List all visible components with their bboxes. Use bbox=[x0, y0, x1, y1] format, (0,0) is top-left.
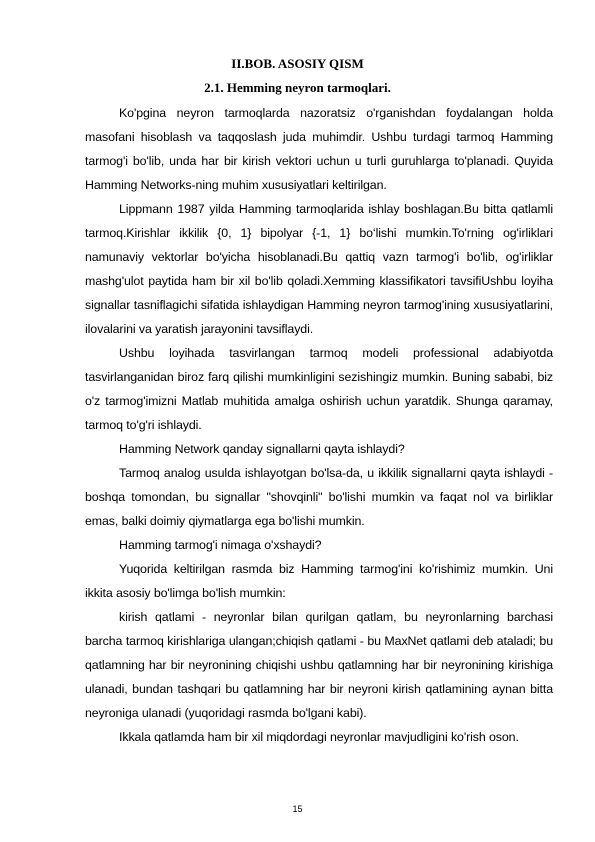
paragraph-figure-reference: Yuqorida keltirilgan rasmda biz Hamming tarmog'ini ko'rishimiz mumkin. Uni ikkita asosiy bo'limga bo'lish mumkin: bbox=[85, 562, 553, 600]
body-text bbox=[85, 101, 553, 749]
paragraph-project-model: Ushbu loyihada tasvirlangan tarmoq modeli professional adabiyotda tasvirlanganidan biroz farq qilishi mumkinligini sezishingiz mumkin. Buning sababi, biz o'z tarmog'imizni Matlab muhitida amalga oshirish uchun yaratdik. Shunga qaramay, tarmoq to'g'ri ishlaydi. bbox=[85, 346, 553, 432]
page-number: 15 bbox=[292, 804, 303, 814]
paragraph-layers: kirish qatlami - neyronlar bilan qurilgan qatlam, bu neyronlarning barchasi barcha tarmoq kirishlariga ulangan;chiqish qatlami - bu MaxNet qatlami deb ataladi; bu qatlamning har bir neyronining chiqishi ushbu qatlamning har bir neyronining kirishiga ulanadi, bundan tashqari bu qatlamning har bir neyroni kirish qatlamining aynan bitta neyroniga ulanadi (yuqoridagi rasmda bo'lgani kabi). bbox=[85, 610, 553, 720]
paragraph-neuron-count: Ikkala qatlamda ham bir xil miqdordagi neyronlar mavjudligini ko'rish oson. bbox=[119, 730, 519, 744]
paragraph-question-structure: Hamming tarmog'i nimaga o'xshaydi? bbox=[119, 538, 322, 552]
paragraph-analog-binary: Tarmoq analog usulda ishlayotgan bo'lsa-da, u ikkilik signallarni qayta ishlaydi - boshqa tomondan, bu signallar "shovqinli" bo'lishi mumkin va faqat nol va birliklar emas, balki doimiy qiymatlarga ega bo'lishi mumkin. bbox=[85, 466, 553, 528]
paragraph-question-signals: Hamming Network qanday signallarni qayta ishlaydi? bbox=[119, 442, 405, 456]
section-title: 2.1. Hemming neyron tarmoqlari. bbox=[204, 80, 391, 95]
paragraph-lippmann: Lippmann 1987 yilda Hamming tarmoqlarida ishlay boshlagan.Bu bitta qatlamli tarmoq.Kirishlar ikkilik {0, 1} bipolyar {-1, 1} bo‘lishi mumkin.To'rning og'irliklari namunaviy vektorlar bo'yicha hisoblanadi.Bu qattiq vazn tarmog'i bo'lib, og'irliklar mashg'ulot paytida ham bir xil bo'lib qoladi.Xemming klassifikatori tavsifiUshbu loyiha signallar tasniflagichi sifatida ishlaydigan Hamming neyron tarmog'ining xususiyatlarini, ilovalarini va yaratish jarayonini tavsiflaydi. bbox=[85, 202, 553, 336]
paragraph-intro: Ko'pgina neyron tarmoqlarda nazoratsiz o'rganishdan foydalangan holda masofani hisoblash va taqqoslash juda muhimdir. Ushbu turdagi tarmoq Hamming tarmog'i bo'lib, unda har bir kirish vektori uchun u turli guruhlarga to'planadi. Quyida Hamming Networks-ning muhim xususiyatlari keltirilgan. bbox=[85, 106, 553, 192]
chapter-title: II.BOB. ASOSIY QISM bbox=[231, 56, 364, 71]
